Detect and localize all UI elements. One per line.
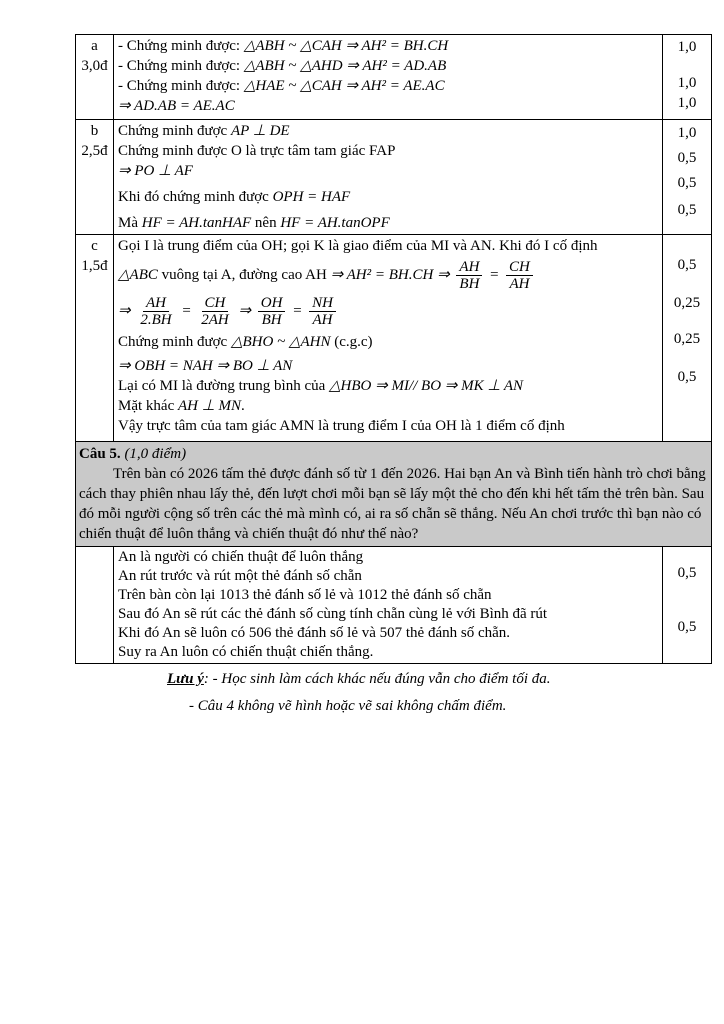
text-segment: - Chứng minh được:	[118, 58, 244, 74]
fraction-denominator: AH	[509, 276, 530, 292]
answer-content-cell	[114, 547, 663, 664]
text-segment: Chứng minh được	[118, 123, 231, 139]
answer-line: An rút trước và rút một thẻ đánh số chẵn	[118, 568, 362, 584]
point-value: 1,0	[677, 125, 697, 141]
math-segment: ⇒ MI// BO ⇒ MK ⊥ AN	[371, 378, 524, 394]
fraction	[258, 295, 286, 328]
proof-line	[118, 416, 658, 436]
proof-line	[118, 236, 658, 256]
row-score: 1,5đ	[81, 258, 108, 274]
fraction-denominator: BH	[261, 312, 282, 328]
cau5-points-note: (1,0 điểm)	[120, 446, 187, 462]
row-score: 3,0đ	[81, 58, 108, 74]
point-value: 1,0	[677, 95, 697, 111]
row-label: b	[90, 123, 99, 139]
answer-line: Trên bàn còn lại 1013 thẻ đánh số lẻ và 1012 thẻ đánh số chẵn	[118, 587, 492, 603]
proof-line	[118, 121, 658, 141]
row-b-points-cell	[663, 120, 712, 235]
fraction	[309, 295, 336, 328]
row-label: a	[91, 38, 98, 54]
fraction-denominator: 2AH	[201, 312, 229, 328]
fraction-numerator: NH	[309, 295, 336, 312]
math-segment: △HBO	[329, 378, 372, 394]
proof-line	[118, 76, 658, 96]
math-segment: ⇒	[118, 302, 135, 319]
math-segment: HF = AH.tanOPF	[280, 215, 390, 231]
math-segment: △BHO ~ △AHN	[230, 334, 331, 350]
point-value: 1,0	[677, 39, 697, 55]
text-segment: Vậy trực tâm của tam giác AMN là trung điểm I của OH là 1 điểm cố định	[118, 418, 565, 434]
text-segment: Khi đó chứng minh được	[118, 189, 273, 205]
fraction-denominator: AH	[312, 312, 333, 328]
proof-line	[118, 213, 658, 233]
text-segment: Mặt khác	[118, 398, 178, 414]
cau5-statement-cell	[76, 442, 712, 547]
math-segment: ⇒	[234, 302, 255, 319]
cau5-statement-row	[76, 442, 712, 547]
proof-line-with-fractions	[118, 295, 658, 328]
text-segment: Gọi I là trung điểm của OH; gọi K là giao điểm của MI và AN. Khi đó I cố định	[118, 238, 598, 254]
proof-line	[118, 161, 658, 181]
grading-rubric-document	[75, 34, 711, 716]
text-segment: - Chứng minh được:	[118, 38, 244, 54]
answer-label-cell	[76, 547, 114, 664]
row-a-content-cell	[114, 35, 663, 120]
point-value: 0,5	[677, 175, 697, 191]
math-segment: ⇒ OBH = NAH ⇒ BO ⊥ AN	[118, 358, 293, 374]
math-segment: △ABC	[118, 266, 158, 283]
math-segment: ⇒ PO ⊥ AF	[118, 163, 193, 179]
row-b-content-cell	[114, 120, 663, 235]
proof-line	[118, 56, 658, 76]
proof-line	[118, 187, 658, 207]
math-segment: =	[485, 266, 504, 283]
point-value: 0,25	[673, 331, 701, 347]
row-c-points-cell	[663, 235, 712, 442]
point-value: 0,5	[677, 619, 697, 635]
fraction	[456, 259, 482, 292]
row-c-content-cell	[114, 235, 663, 442]
fraction-denominator: 2.BH	[140, 312, 172, 328]
text-segment: .	[241, 398, 245, 414]
footer-notes	[75, 669, 711, 716]
text-segment: Lại có MI là đường trung bình của	[118, 378, 330, 394]
text-segment: - Chứng minh được:	[118, 78, 244, 94]
math-segment: =	[177, 302, 196, 319]
answer-line: Suy ra An luôn có chiến thuật chiến thắng.	[118, 644, 374, 660]
point-value: 0,5	[677, 257, 697, 273]
math-segment: △HAE ~ △CAH	[243, 78, 342, 94]
point-value: 0,5	[677, 202, 697, 218]
fraction-denominator: BH	[459, 276, 480, 292]
fraction-numerator: AH	[456, 259, 482, 276]
point-value: 1,0	[677, 75, 697, 91]
fraction-numerator: CH	[202, 295, 229, 312]
proof-line	[118, 356, 658, 376]
cau5-heading	[79, 444, 708, 464]
row-a-label-cell	[76, 35, 114, 120]
proof-line	[118, 332, 658, 352]
note-label: Lưu ý	[167, 671, 204, 687]
fraction	[198, 295, 232, 328]
math-segment: ⇒ AH² = BH.CH ⇒	[330, 266, 454, 283]
fraction-numerator: OH	[258, 295, 286, 312]
answer-line: An là người có chiến thuật để luôn thắng	[118, 549, 364, 565]
point-value: 0,5	[677, 150, 697, 166]
row-b-label-cell	[76, 120, 114, 235]
proof-line	[118, 96, 658, 116]
cau5-title: Câu 5.	[79, 446, 121, 462]
fraction	[506, 259, 533, 292]
proof-line	[118, 36, 658, 56]
rubric-row-b	[76, 120, 712, 235]
answer-points-cell	[663, 547, 712, 664]
math-segment: ⇒ AH² = AE.AC	[341, 78, 445, 94]
row-score: 2,5đ	[81, 143, 108, 159]
text-segment: Chứng minh được O là trực tâm tam giác FAP	[118, 143, 396, 159]
math-segment: ⇒ AH² = AD.AB	[342, 58, 447, 74]
fraction-numerator: AH	[143, 295, 169, 312]
math-segment: AH ⊥ MN	[177, 398, 242, 414]
math-segment: ⇒ AD.AB = AE.AC	[118, 98, 235, 114]
answer-line: Sau đó An sẽ rút các thẻ đánh số cùng tính chẵn cùng lẻ với Bình đã rút	[118, 606, 548, 622]
proof-line	[118, 396, 658, 416]
answer-line: Khi đó An sẽ luôn có 506 thẻ đánh số lẻ và 507 thẻ đánh số chẵn.	[118, 625, 511, 641]
fraction-numerator: CH	[506, 259, 533, 276]
fraction	[137, 295, 174, 328]
row-a-points-cell	[663, 35, 712, 120]
math-segment: △ABH ~ △CAH	[243, 38, 342, 54]
proof-line-with-fractions	[118, 259, 658, 292]
proof-line	[118, 376, 658, 396]
text-segment: (c.g.c)	[330, 334, 373, 350]
note-line-1	[167, 669, 711, 689]
note-text: : - Học sinh làm cách khác nếu đúng vẫn cho điểm tối đa.	[203, 671, 551, 687]
point-value: 0,5	[677, 565, 697, 581]
text-segment: nên	[251, 215, 281, 231]
rubric-row-a	[76, 35, 712, 120]
math-segment: HF = AH.tanHAF	[141, 215, 252, 231]
rubric-row-c	[76, 235, 712, 442]
point-value: 0,5	[677, 369, 697, 385]
math-segment: =	[288, 302, 307, 319]
cau5-problem-text: Trên bàn có 2026 tấm thẻ được đánh số từ 1 đến 2026. Hai bạn An và Bình tiến hành trò chơi bằng cách thay phiên nhau lấy thẻ, đến lượt chơi mỗi bạn sẽ lấy một thẻ cho đến khi hết tấm thẻ trên bàn. Sau đó mỗi người cộng số trên các thẻ mà mình có, ai ra số chẵn sẽ thắng. Nếu An chơi trước thì bạn nào có chiến thuật để luôn thắng và chiến thuật đó như thế nào?	[79, 466, 706, 542]
math-segment: △ABH ~ △AHD	[243, 58, 343, 74]
cau5-answer-row	[76, 547, 712, 664]
proof-line	[118, 141, 658, 161]
grading-table	[75, 34, 712, 664]
text-segment: Chứng minh được	[118, 334, 231, 350]
point-value: 0,25	[673, 295, 701, 311]
math-segment: OPH = HAF	[272, 189, 351, 205]
math-segment: ⇒ AH² = BH.CH	[341, 38, 449, 54]
text-segment: vuông tại A, đường cao AH	[157, 266, 331, 283]
row-c-label-cell	[76, 235, 114, 442]
note-line-2: - Câu 4 không vẽ hình hoặc vẽ sai không chấm điểm.	[189, 698, 507, 714]
row-label: c	[91, 238, 98, 254]
math-segment: AP ⊥ DE	[230, 123, 290, 139]
text-segment: Mà	[118, 215, 142, 231]
